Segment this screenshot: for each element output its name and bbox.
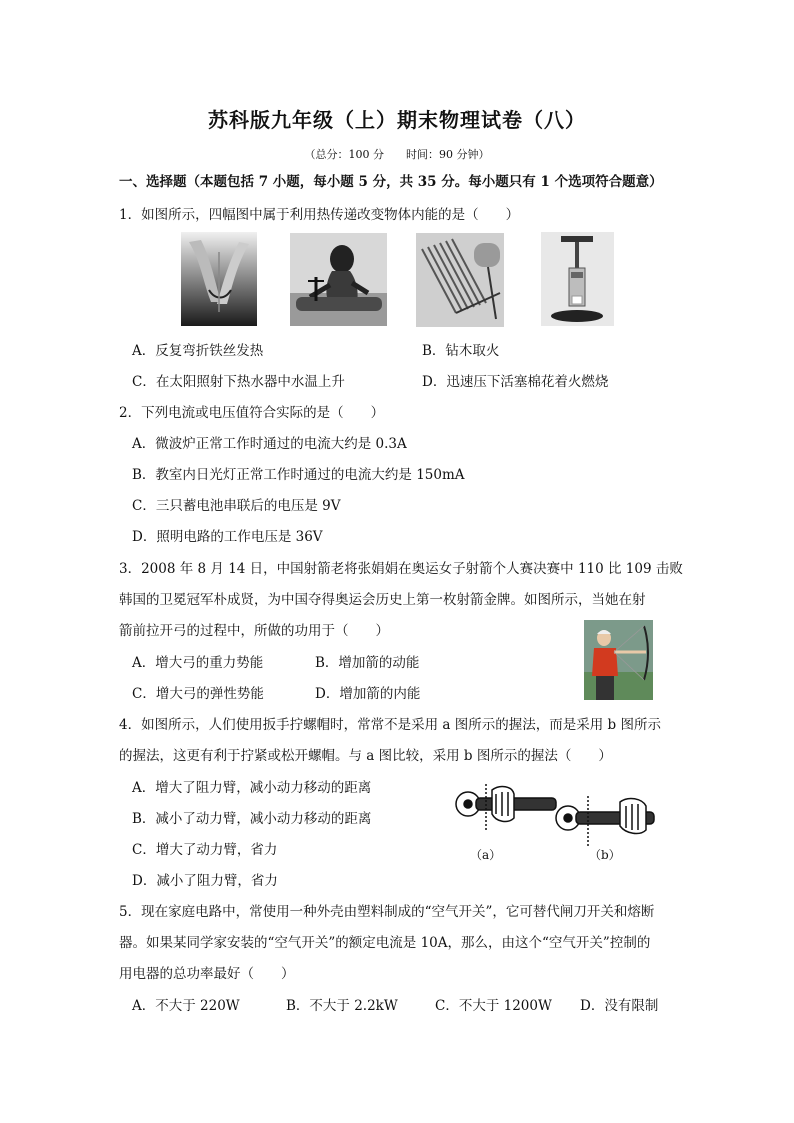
q5-option-b: B．不大于 2.2kW	[286, 998, 398, 1014]
q4-option-c: C．增大了动力臂，省力	[132, 842, 278, 858]
archer-photo	[584, 620, 653, 700]
q2-option-c: C．三只蓄电池串联后的电压是 9V	[132, 498, 341, 514]
q1-option-c: C．在太阳照射下热水器中水温上升	[132, 374, 345, 390]
q4-option-a: A．增大了阻力臂，减小动力移动的距离	[132, 780, 372, 796]
q5-option-d: D．没有限制	[580, 998, 659, 1014]
q2-stem: 2．下列电流或电压值符合实际的是（ ）	[119, 405, 385, 421]
q4-option-d: D．减小了阻力臂，省力	[132, 873, 278, 889]
q5-stem-line2: 器。如果某同学家安装的“空气开关”的额定电流是 10A，那么，由这个“空气开关”控制的	[119, 935, 651, 951]
q3-stem-line3: 箭前拉开弓的过程中，所做的功用于（ ）	[119, 623, 389, 639]
piston-cotton-ignition-image	[541, 232, 614, 326]
q5-option-a: A．不大于 220W	[132, 998, 240, 1014]
q3-stem-line2: 韩国的卫冕冠军朴成贤，为中国夺得奥运会历史上第一枚射箭金牌。如图所示，当她在射	[119, 592, 646, 608]
drilling-wood-fire-image	[290, 233, 387, 326]
q2-option-b: B．教室内日光灯正常工作时通过的电流大约是 150mA	[132, 467, 465, 483]
q4-option-b: B．减小了动力臂，减小动力移动的距离	[132, 811, 372, 827]
q3-option-a: A．增大弓的重力势能	[132, 655, 264, 671]
q4-stem-line2: 的握法，这更有利于拧紧或松开螺帽。与 a 图比较，采用 b 图所示的握法（ ）	[119, 748, 612, 764]
wrench-b-drawing	[556, 796, 654, 846]
solar-water-heater-image	[416, 233, 504, 327]
section-heading: 一、选择题（本题包括 7 小题，每小题 5 分，共 35 分。每小题只有 1 个选项符合题意）	[119, 174, 663, 190]
bending-wire-image	[181, 232, 257, 326]
q3-option-c: C．增大弓的弹性势能	[132, 686, 264, 702]
q2-option-a: A．微波炉正常工作时通过的电流大约是 0.3A	[132, 436, 407, 452]
q2-option-d: D．照明电路的工作电压是 36V	[132, 529, 323, 545]
q3-option-b: B．增加箭的动能	[315, 655, 420, 671]
wrench-b-label: （b）	[589, 848, 621, 862]
q3-option-d: D．增加箭的内能	[315, 686, 421, 702]
q5-stem-line3: 用电器的总功率最好（ ）	[119, 966, 295, 982]
q5-stem-line1: 5．现在家庭电路中，常使用一种外壳由塑料制成的“空气开关”，它可替代闸刀开关和熔断	[119, 904, 655, 920]
q5-option-c: C．不大于 1200W	[435, 998, 552, 1014]
page-title: 苏科版九年级（上）期末物理试卷（八）	[208, 108, 586, 132]
exam-info: （总分：100 分 时间：90 分钟）	[304, 148, 490, 161]
q1-option-d: D．迅速压下活塞棉花着火燃烧	[422, 374, 609, 390]
q3-stem-line1: 3．2008 年 8 月 14 日，中国射箭老将张娟娟在奥运女子射箭个人赛决赛中 110 比 109 击败	[119, 561, 683, 577]
q1-option-a: A．反复弯折铁丝发热	[132, 343, 264, 359]
q1-stem: 1．如图所示，四幅图中属于利用热传递改变物体内能的是（ ）	[119, 207, 520, 223]
q1-option-b: B．钻木取火	[422, 343, 500, 359]
wrench-a-drawing	[456, 784, 556, 832]
wrench-a-label: （a）	[470, 848, 502, 862]
q4-stem-line1: 4．如图所示，人们使用扳手拧螺帽时，常常不是采用 a 图所示的握法，而是采用 b 图所示	[119, 717, 661, 733]
